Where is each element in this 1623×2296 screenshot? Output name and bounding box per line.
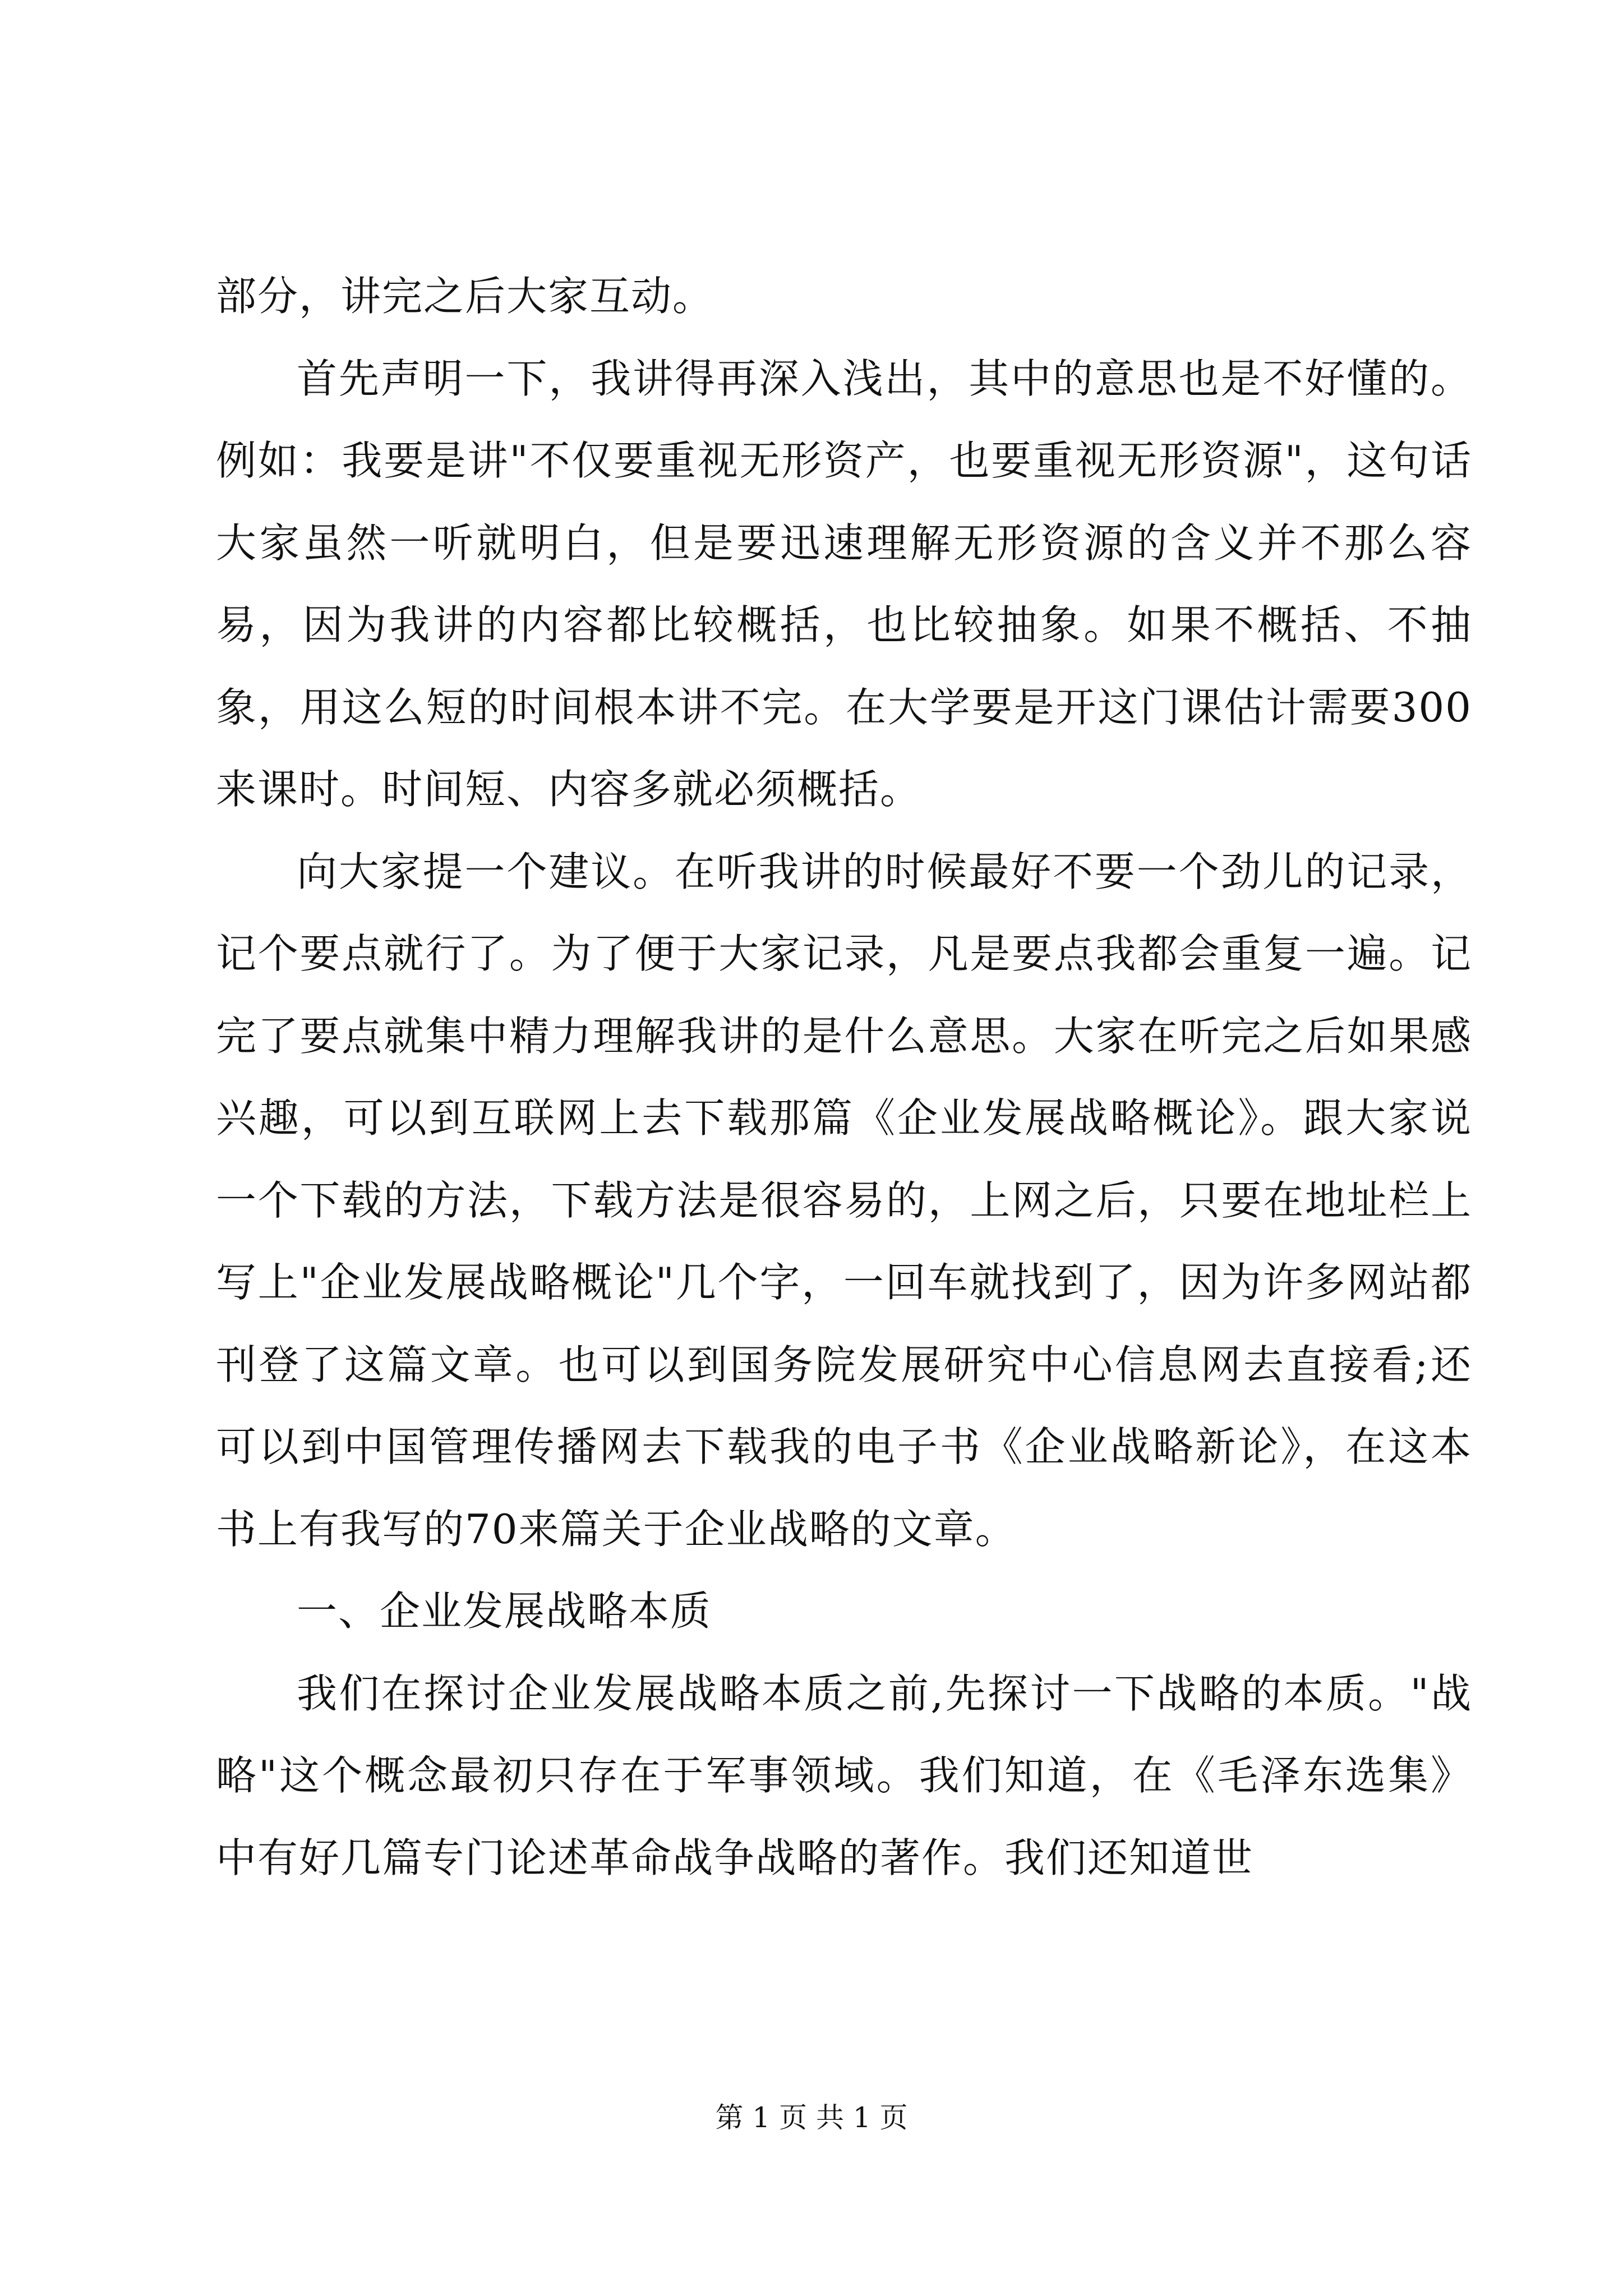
- paragraph-3: 向大家提一个建议。在听我讲的时候最好不要一个劲儿的记录，记个要点就行了。为了便于大家记录，凡是要点我都会重复一遍。记完了要点就集中精力理解我讲的是什么意思。大家在听完之后如果感兴趣，可以到互联网上去下载那篇《企业发展战略概论》。跟大家说一个下载的方法，下载方法是很容易的，上网之后，只要在地址栏上写上"企业发展战略概论"几个字，一回车就找到了，因为许多网站都刊登了这篇文章。也可以到国务院发展研究中心信息网去直接看;还可以到中国管理传播网去下载我的电子书《企业战略新论》，在这本书上有我写的70来篇关于企业战略的文章。: [216, 848, 1472, 1553]
- page-footer: 第 1 页 共 1 页: [715, 2101, 908, 2134]
- document-body: [216, 255, 1472, 1899]
- paragraph-4: 我们在探讨企业发展战略本质之前,先探讨一下战略的本质。"战略"这个概念最初只存在于军事领域。我们知道，在《毛泽东选集》中有好几篇专门论述革命战争战略的著作。我们还知道世: [216, 1669, 1472, 1881]
- paragraph-1: 部分，讲完之后大家互动。: [216, 273, 714, 320]
- paragraph-2: 首先声明一下，我讲得再深入浅出，其中的意思也是不好懂的。例如：我要是讲"不仅要重视无形资产，也要重视无形资源"，这句话大家虽然一听就明白，但是要迅速理解无形资源的含义并不那么容易，因为我讲的内容都比较概括，也比较抽象。如果不概括、不抽象，用这么短的时间根本讲不完。在大学要是开这门课估计需要300来课时。时间短、内容多就必须概括。: [216, 355, 1472, 813]
- section-heading: 一、企业发展战略本质: [297, 1588, 712, 1635]
